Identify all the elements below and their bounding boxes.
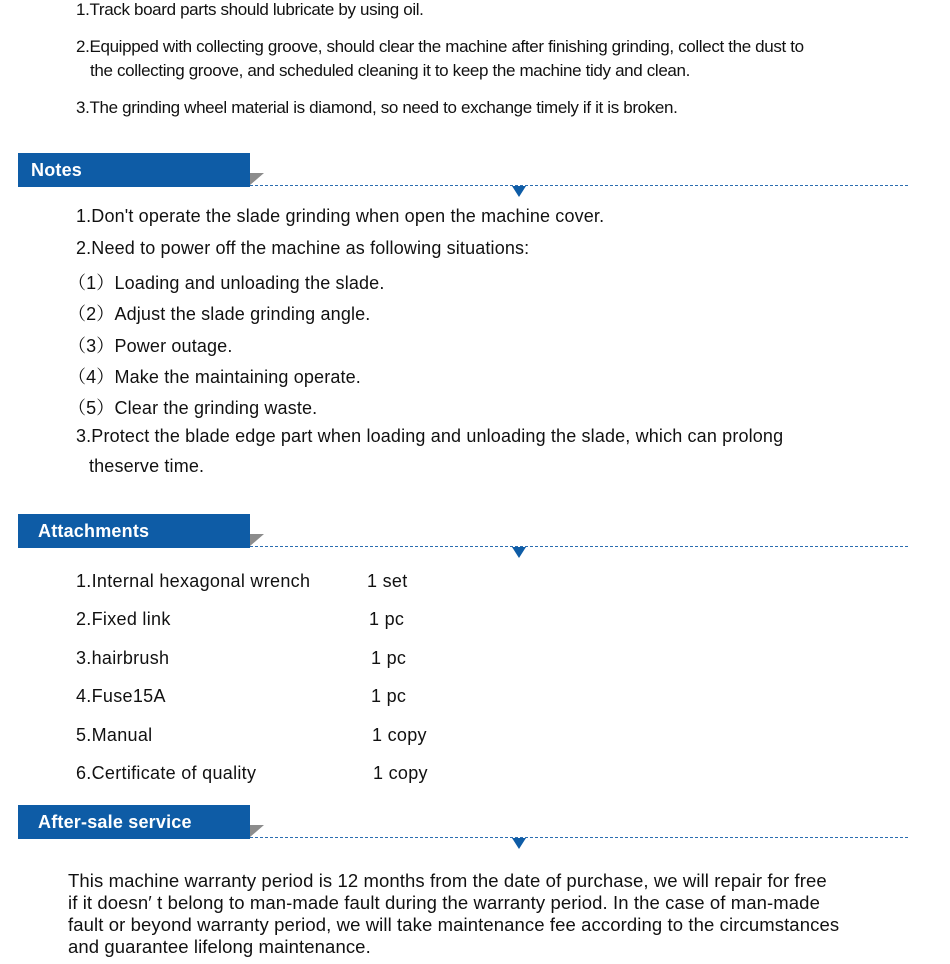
attachment-qty: 1 copy	[372, 725, 427, 745]
dashed-divider	[250, 837, 908, 838]
attachment-qty: 1 pc	[371, 648, 407, 668]
maintenance-item-2-continued: the collecting groove, and scheduled cleaning it to keep the machine tidy and clean.	[90, 61, 691, 80]
notes-item-1: 1.Don't operate the slade grinding when open the machine cover.	[76, 206, 605, 226]
tab-fold-shadow	[250, 173, 264, 185]
notes-item-3-continued: theserve time.	[89, 456, 205, 476]
notes-item-3: 3.Protect the blade edge part when loading and unloading the slade, which can prolong	[76, 426, 784, 446]
notes-section-header	[0, 153, 950, 187]
attachment-name: 4.Fuse15A	[76, 686, 166, 706]
after-sale-line-3: fault or beyond warranty period, we will take maintenance fee according to the circumstances	[68, 914, 840, 935]
dashed-divider	[250, 546, 908, 547]
attachment-qty: 1 copy	[373, 763, 428, 783]
attachments-section-header	[0, 514, 950, 548]
triangle-marker-icon	[512, 186, 526, 197]
triangle-marker-icon	[512, 547, 526, 558]
notes-subitem-5: （5）Clear the grinding waste.	[68, 398, 318, 418]
notes-title: Notes	[18, 153, 250, 187]
notes-subitem-2: （2）Adjust the slade grinding angle.	[68, 304, 371, 324]
maintenance-item-1: 1.Track board parts should lubricate by using oil.	[76, 0, 424, 19]
after-sale-title: After-sale service	[18, 805, 250, 839]
attachment-qty: 1 set	[367, 571, 408, 591]
after-sale-line-4: and guarantee lifelong maintenance.	[68, 936, 371, 957]
dashed-divider	[250, 185, 908, 186]
attachment-name: 6.Certificate of quality	[76, 763, 257, 783]
attachment-name: 5.Manual	[76, 725, 153, 745]
after-sale-line-2: if it doesn′ t belong to man-made fault during the warranty period. In the case of man-made	[68, 892, 820, 913]
attachment-name: 2.Fixed link	[76, 609, 171, 629]
triangle-marker-icon	[512, 838, 526, 849]
notes-subitem-1: （1）Loading and unloading the slade.	[68, 273, 385, 293]
tab-fold-shadow	[250, 534, 264, 546]
attachment-name: 1.Internal hexagonal wrench	[76, 571, 311, 591]
notes-item-2: 2.Need to power off the machine as following situations:	[76, 238, 530, 258]
attachment-name: 3.hairbrush	[76, 648, 170, 668]
notes-subitem-3: （3）Power outage.	[68, 336, 233, 356]
maintenance-item-2: 2.Equipped with collecting groove, should clear the machine after finishing grinding, collect the dust to	[76, 37, 804, 56]
maintenance-item-3: 3.The grinding wheel material is diamond, so need to exchange timely if it is broken.	[76, 98, 678, 117]
notes-subitem-4: （4）Make the maintaining operate.	[68, 367, 361, 387]
attachments-title: Attachments	[18, 514, 250, 548]
attachment-qty: 1 pc	[369, 609, 405, 629]
attachment-qty: 1 pc	[371, 686, 407, 706]
tab-fold-shadow	[250, 825, 264, 837]
after-sale-section-header	[0, 805, 950, 839]
after-sale-line-1: This machine warranty period is 12 months from the date of purchase, we will repair for free	[68, 870, 827, 891]
